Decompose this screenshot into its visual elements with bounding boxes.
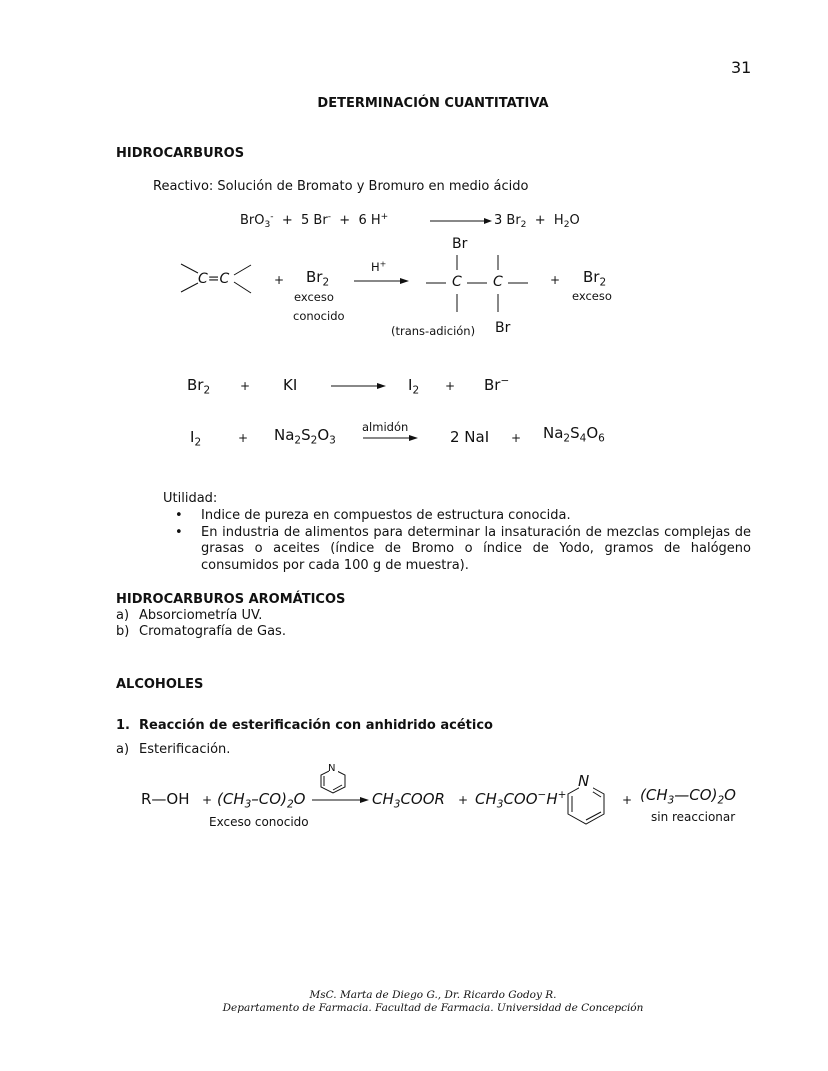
pyridinium-acetate: [475, 789, 567, 811]
carbon-2: C: [493, 274, 503, 290]
acetate-part: COO: [503, 790, 538, 808]
eq4-sub: 4: [579, 432, 587, 445]
anhydride-sub: 2: [717, 794, 725, 807]
unreacted-note: sin reaccionar: [651, 810, 736, 824]
eq1-sub: 3: [264, 220, 271, 231]
reactivo-text: Reactivo: Solución de Bromato y Bromuro en medio ácido: [153, 179, 529, 194]
plus-sign: +: [281, 213, 293, 228]
eq4-tetrathionate: [543, 424, 605, 445]
alkene-label: C=C: [198, 271, 230, 287]
list-item-text: Absorciometría UV.: [139, 608, 263, 623]
anhydride-part: (CH: [217, 790, 245, 808]
catalyst-symbol: H: [371, 260, 380, 274]
acetate-part: CH: [475, 790, 497, 808]
plus-sign: +: [458, 793, 469, 807]
eq3-p1: I: [408, 376, 413, 394]
eq1-water-o: O: [569, 213, 580, 228]
ester-part: COOR: [400, 790, 445, 808]
eq4-s: S: [570, 424, 580, 442]
eq4-s: S: [301, 426, 311, 444]
pyridinium-nitrogen: N: [578, 772, 590, 790]
acetic-anhydride: [217, 790, 306, 811]
eq1-sub: 2: [563, 220, 570, 231]
plus-sign: +: [202, 793, 213, 807]
pyridine-nitrogen: N: [328, 763, 336, 774]
reaction-arrow-icon: [363, 433, 419, 443]
footer-authors: MsC. Marta de Diego G., Dr. Ricardo Godoy R.: [309, 989, 557, 1001]
bromine-top: Br: [452, 236, 468, 252]
plus-sign: +: [622, 793, 633, 807]
anhydride-part: O: [293, 790, 306, 808]
aromaticos-item-a: [116, 608, 262, 623]
list-marker: a): [116, 608, 130, 623]
section-heading-alcoholes: ALCOHOLES: [116, 677, 204, 692]
eq4-nai: 2 NaI: [450, 428, 490, 446]
acetate-sup: +: [557, 789, 567, 802]
eq4-sub: 2: [194, 436, 202, 449]
anhydride-sub: 2: [286, 798, 294, 811]
acetate-sub: 3: [496, 798, 504, 811]
alcohol-reactant: R—OH: [141, 790, 190, 808]
alcoholes-item-a: [116, 742, 230, 757]
page-number: 31: [731, 58, 752, 77]
list-item-text: Esterificación.: [139, 742, 231, 757]
bromine-excess: [583, 268, 607, 289]
eq4-sub: 2: [310, 434, 318, 447]
plus-sign: +: [339, 213, 351, 228]
reaction-arrow-icon: [312, 795, 370, 805]
eq4-sub: 6: [598, 432, 605, 445]
eq4-na: Na: [274, 426, 295, 444]
plus-sign: +: [240, 379, 251, 393]
eq1-bromide: 5 Br: [301, 213, 328, 228]
eq3-bromide: [484, 376, 509, 394]
utilidad-list: [163, 508, 751, 574]
eq3-sub: 2: [412, 384, 420, 397]
eq1-sup: -: [270, 212, 274, 222]
eq1-bromine: 3 Br: [494, 213, 521, 228]
eq1-water: H: [553, 213, 564, 228]
anhydride-part: —CO): [674, 786, 718, 804]
anhydride-sub: 3: [667, 794, 675, 807]
reaction-arrow-icon: [331, 381, 387, 391]
eq3-p2: Br: [484, 376, 501, 394]
subheading-text: Reacción de esterificación con anhidrido acético: [139, 718, 493, 733]
utilidad-label: Utilidad:: [163, 491, 218, 506]
eq3-ki: KI: [283, 376, 298, 394]
eq1-bromate: BrO: [240, 213, 265, 228]
eq1-sub: 2: [520, 220, 527, 231]
eq4-thiosulfate: [274, 426, 336, 447]
eq4-sub: 3: [329, 434, 336, 447]
eq1-reactants: [240, 212, 389, 231]
catalyst-almidon: almidón: [362, 420, 409, 434]
anhydride-part: (CH: [640, 786, 668, 804]
dibromide-bonds-icon: [424, 250, 534, 322]
eq4-o: O: [586, 424, 599, 442]
eq3-iodine: [408, 376, 420, 397]
ester-sub: 3: [393, 798, 401, 811]
eq4-na: Na: [543, 424, 564, 442]
plus-sign: +: [550, 273, 561, 287]
excess-note: exceso: [572, 289, 612, 303]
anhydride-part: O: [724, 786, 736, 804]
eq1-sup: +: [380, 212, 389, 222]
excess-symbol: Br: [583, 268, 600, 286]
excess-sub: 2: [599, 276, 607, 289]
plus-sign: +: [534, 213, 546, 228]
footer-department: Departamento de Farmacia. Facultad de Farmacia. Universidad de Concepción: [222, 1002, 644, 1014]
eq1-sup: -: [327, 212, 331, 222]
plus-sign: +: [238, 431, 249, 445]
carbon-1: C: [452, 274, 462, 290]
eq4-r1: I: [190, 428, 195, 446]
ester-part: CH: [372, 790, 394, 808]
acetate-part: H: [546, 790, 558, 808]
catalyst-sup: +: [379, 259, 387, 269]
unreacted-anhydride: [640, 786, 736, 807]
ester-product: [372, 790, 445, 811]
plus-sign: +: [511, 431, 522, 445]
reaction-arrow-icon: [430, 216, 492, 226]
section-heading-aromaticos: HIDROCARBUROS AROMÁTICOS: [116, 592, 346, 607]
reagent-note-conocido: conocido: [293, 309, 345, 323]
list-marker: a): [116, 742, 130, 757]
trans-addition-note: (trans-adición): [391, 324, 476, 338]
plus-sign: +: [274, 273, 285, 287]
eq4-iodine: [190, 428, 202, 449]
reagent-symbol: Br: [306, 268, 323, 286]
eq4-sub: 2: [294, 434, 302, 447]
utilidad-item: • En industria de alimentos para determinar la insaturación de mezclas complejas de grasas o aceites (índice de Bromo o índice de Yodo, gramos de halógeno consumidos por cada 100 g de muestra).: [163, 525, 751, 575]
anhydride-part: –CO): [251, 790, 287, 808]
aromaticos-item-b: [116, 624, 286, 639]
acetate-sup: −: [537, 789, 547, 802]
eq3-sup: −: [500, 375, 510, 388]
eq4-o: O: [317, 426, 330, 444]
eq3-bromine: [187, 376, 211, 397]
reagent-note-exceso: exceso: [294, 290, 334, 304]
utilidad-item: • Indice de pureza en compuestos de estructura conocida.: [163, 508, 751, 525]
list-marker: b): [116, 624, 130, 639]
list-item-text: Cromatografía de Gas.: [139, 624, 286, 639]
page-title: DETERMINACIÓN CUANTITATIVA: [317, 96, 549, 111]
eq4-sub: 2: [563, 432, 571, 445]
anhydride-note: Exceso conocido: [209, 815, 309, 829]
eq1-proton: 6 H: [358, 213, 381, 228]
reagent-sub: 2: [322, 276, 330, 289]
bromine-bottom: Br: [495, 320, 511, 336]
subheading-number: 1.: [116, 718, 130, 733]
bromine-reagent: [306, 268, 330, 289]
anhydride-sub: 3: [244, 798, 252, 811]
eq3-r1: Br: [187, 376, 204, 394]
reaction-arrow-icon: [354, 276, 410, 286]
subheading-esterificacion: [116, 718, 493, 733]
catalyst-h-plus: [371, 260, 386, 274]
eq1-products: [494, 213, 580, 231]
section-heading-hidrocarburos: HIDROCARBUROS: [116, 146, 245, 161]
eq3-sub: 2: [203, 384, 211, 397]
plus-sign: +: [445, 379, 456, 393]
